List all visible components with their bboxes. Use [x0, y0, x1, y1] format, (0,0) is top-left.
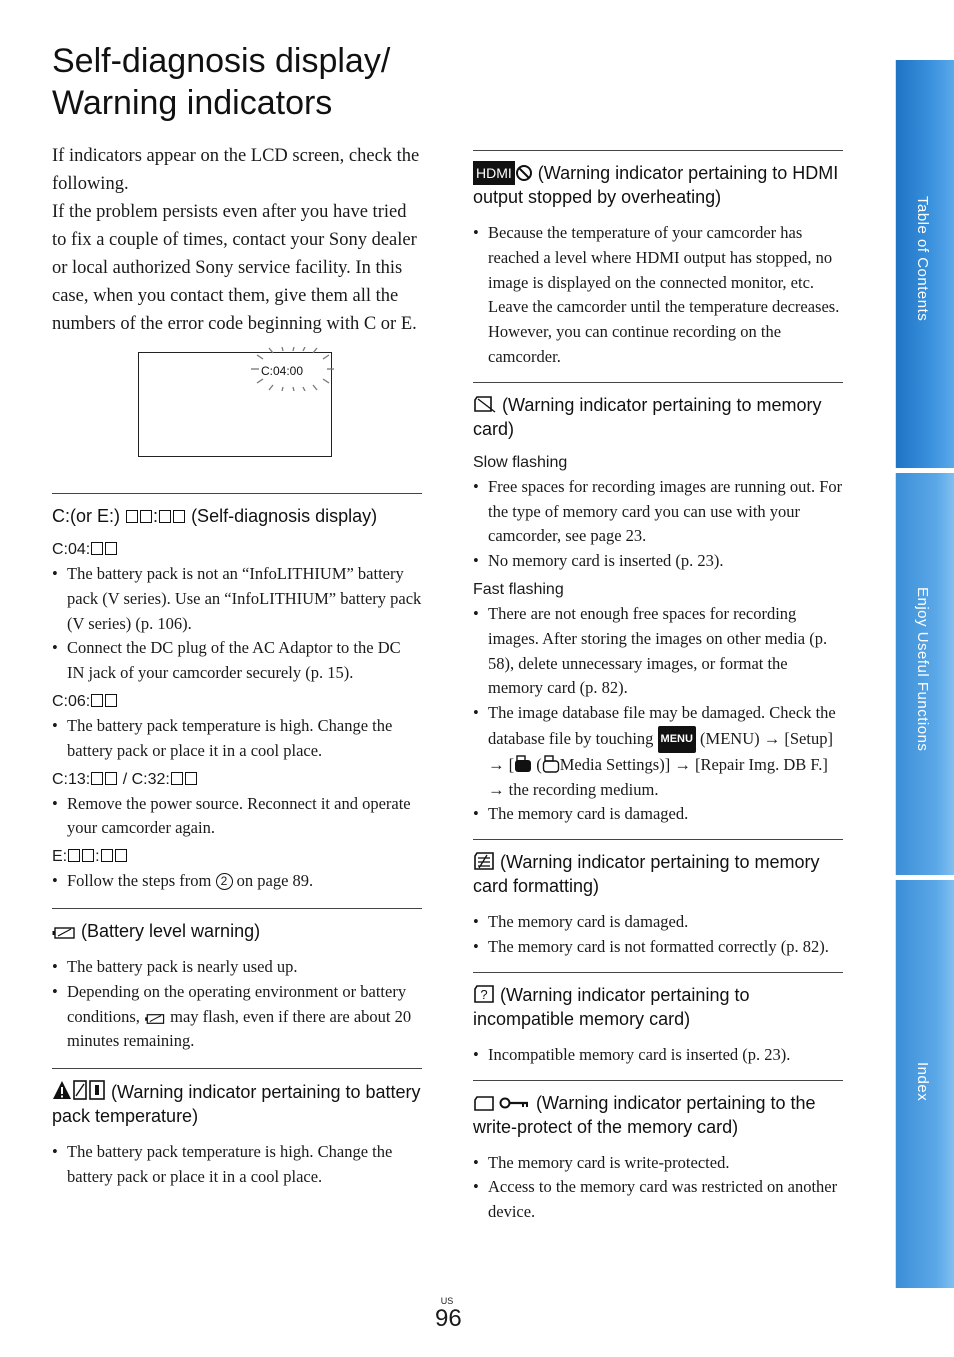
- digit-box-icon: [185, 772, 197, 785]
- digit-box-icon: [91, 542, 103, 555]
- digit-box-icon: [91, 772, 103, 785]
- digit-box-icon: [68, 849, 80, 862]
- list-item-text: Follow the steps from: [67, 871, 212, 891]
- page-footer: [435, 1296, 462, 1332]
- lcd-illustration: [138, 352, 332, 457]
- menu-button-icon: MENU: [658, 726, 696, 753]
- list-item: [473, 701, 843, 802]
- code-c06-list: [52, 714, 422, 764]
- digit-box-icon: [82, 849, 94, 862]
- write-protect-section: [473, 1080, 843, 1225]
- code-label-text: E:: [52, 848, 68, 866]
- list-item-text: Depending on the operating environment or battery conditions,: [67, 981, 407, 1026]
- step-number-icon: 2: [216, 873, 233, 890]
- list-item: • Remove the power source. Reconnect it and operate your camcorder again.: [52, 792, 422, 842]
- write-protect-list: [473, 1151, 843, 1225]
- memory-card-warning-icon: [473, 394, 497, 414]
- prohibited-icon: [515, 164, 533, 182]
- list-item: • Free spaces for recording images are running out. For the type of memory card you can use with your camcorder, see page 23.: [473, 475, 843, 549]
- list-item: [52, 980, 422, 1054]
- write-protect-title-text: (Warning indicator pertaining to the write-protect of the memory card): [473, 1092, 816, 1137]
- tab-table-of-contents-label: Table of Contents: [914, 196, 931, 322]
- code-e-label: E: :: [52, 847, 422, 867]
- battery-temp-section: [52, 1068, 422, 1190]
- formatting-title-text: (Warning indicator pertaining to memory card formatting): [473, 852, 820, 897]
- list-item: • The battery pack is not an “InfoLITHIUM” battery pack (V series). Use an “InfoLITHIUM” battery pack (V series) (p. 106).: [52, 562, 422, 636]
- battery-temp-list: [52, 1140, 422, 1190]
- digit-box-icon: [105, 772, 117, 785]
- code-label-text: C:06:: [52, 692, 91, 710]
- list-item-text: (MENU): [700, 728, 760, 748]
- hdmi-list: [473, 221, 843, 370]
- code-c06-label: [52, 692, 422, 712]
- list-item: • The memory card is damaged.: [473, 802, 843, 827]
- digit-box-icon: [171, 772, 183, 785]
- list-item-text: [Setup]: [784, 728, 833, 748]
- incompatible-card-icon: [473, 984, 495, 1004]
- memory-card-section: [473, 382, 843, 827]
- list-item: • No memory card is inserted (p. 23).: [473, 549, 843, 574]
- region-code: US: [440, 1296, 454, 1306]
- list-item-text: Media Settings)]: [559, 754, 671, 774]
- battery-temp-title: [52, 1079, 422, 1128]
- battery-level-title: [52, 919, 422, 943]
- intro-paragraph-1: If indicators appear on the LCD screen, check the following.: [52, 146, 420, 194]
- svg-text:?: ?: [480, 986, 488, 1002]
- list-item: • The memory card is write-protected.: [473, 1151, 843, 1176]
- formatting-list: [473, 910, 843, 960]
- intro-paragraph-2: If the problem persists even after you have tried to fix a couple of times, contact your Sony dealer or local authorized Sony service facility. In this case, when you contact them, give them all the numbers of the error code beginning with C or E.: [52, 202, 417, 334]
- list-item: • The memory card is damaged.: [473, 910, 843, 935]
- code-c13-list: [52, 792, 422, 842]
- tab-enjoy-useful-functions-label: Enjoy Useful Functions: [914, 587, 931, 752]
- battery-empty-icon: [144, 1013, 166, 1025]
- write-protect-title: [473, 1091, 843, 1139]
- digit-box-icon: [105, 542, 117, 555]
- tab-index[interactable]: [895, 880, 954, 1288]
- list-item: • The battery pack temperature is high. Change the battery pack or place it in a cool place.: [52, 714, 422, 764]
- battery-temperature-warning-icon: [52, 1079, 106, 1101]
- arrow-icon: →: [488, 779, 505, 799]
- hdmi-title: [473, 161, 843, 209]
- fast-flashing-label: Fast flashing: [473, 580, 564, 598]
- fast-flashing-list: [473, 602, 843, 827]
- list-item-text: may flash, even if there are about 20 minutes remaining.: [67, 1006, 412, 1051]
- code-label-text: C:13:: [52, 770, 91, 788]
- list-item-text: (: [536, 754, 542, 774]
- battery-temp-title-text: (Warning indicator pertaining to battery pack temperature): [52, 1082, 421, 1127]
- code-label-text: C:04:: [52, 541, 91, 558]
- media-settings-icon: [542, 755, 560, 773]
- digit-box-icon: [101, 849, 113, 862]
- page-title: [52, 40, 452, 124]
- arrow-icon: →: [488, 754, 505, 774]
- digit-box-icon: [159, 510, 171, 523]
- battery-level-title-text: (Battery level warning): [81, 920, 261, 941]
- write-protect-key-icon: [473, 1094, 531, 1112]
- list-item-text: The image database file may be damaged. Check the database file by touching: [488, 703, 836, 748]
- page-number: 96: [435, 1305, 462, 1332]
- tab-table-of-contents[interactable]: [895, 60, 954, 468]
- tab-index-label: Index: [914, 1062, 931, 1102]
- hdmi-title-text: (Warning indicator pertaining to HDMI output stopped by overheating): [473, 163, 839, 207]
- digit-box-icon: [115, 849, 127, 862]
- code-c04-label: [52, 540, 422, 560]
- intro-text: [52, 142, 422, 338]
- self-diagnosis-title-prefix: C:(or E:): [52, 506, 121, 526]
- battery-level-section: [52, 908, 422, 1054]
- list-item: • The battery pack temperature is high. Change the battery pack or place it in a cool place.: [52, 1140, 422, 1190]
- hdmi-icon: HDMI: [473, 161, 515, 185]
- code-label-text: C:32:: [131, 770, 170, 788]
- page-title-line1: Self-diagnosis display/: [52, 42, 391, 80]
- list-item-text: [Repair Img. DB F.]: [694, 754, 828, 774]
- left-column: [52, 142, 422, 1190]
- list-item-text: on page 89.: [236, 871, 314, 891]
- memory-card-title: [473, 393, 843, 441]
- list-item: • Connect the DC plug of the AC Adaptor to the DC IN jack of your camcorder securely (p. 15).: [52, 636, 422, 686]
- battery-level-list: [52, 955, 422, 1054]
- incompatible-title: [473, 983, 843, 1031]
- slow-flashing-list: [473, 475, 843, 574]
- media-settings-icon: [514, 755, 532, 773]
- self-diagnosis-title: C:(or E:) : (Self-diagnosis display): [52, 506, 378, 526]
- digit-box-icon: [173, 510, 185, 523]
- list-item-text: [: [508, 754, 515, 774]
- lcd-error-code: C:04:00: [261, 364, 304, 378]
- code-e-list: [52, 869, 422, 894]
- slow-flashing-label: Slow flashing: [473, 453, 568, 471]
- list-item: • Incompatible memory card is inserted (p. 23).: [473, 1043, 843, 1068]
- digit-box-icon: [105, 694, 117, 707]
- incompatible-list: [473, 1043, 843, 1068]
- code-separator: /: [118, 770, 132, 788]
- list-item-text: the recording medium.: [508, 779, 659, 799]
- list-item: • There are not enough free spaces for recording images. After storing the images on other media (p. 58), delete unnecessary images, or format the memory card (p. 82).: [473, 602, 843, 701]
- incompatible-section: [473, 972, 843, 1068]
- page-title-line2: Warning indicators: [52, 84, 333, 122]
- digit-box-icon: [126, 510, 138, 523]
- arrow-icon: →: [674, 754, 691, 774]
- code-c13-label: [52, 770, 422, 790]
- code-c04-list: [52, 562, 422, 686]
- incompatible-title-text: (Warning indicator pertaining to incompatible memory card): [473, 984, 750, 1029]
- list-item: • The battery pack is nearly used up.: [52, 955, 422, 980]
- right-column: [473, 150, 843, 1225]
- tab-enjoy-useful-functions[interactable]: [895, 473, 954, 875]
- digit-box-icon: [91, 694, 103, 707]
- hdmi-section: [473, 150, 843, 370]
- battery-empty-icon: [52, 926, 76, 940]
- memory-card-title-text: (Warning indicator pertaining to memory card): [473, 394, 822, 439]
- memory-card-format-icon: [473, 851, 495, 871]
- list-item: • The memory card is not formatted correctly (p. 82).: [473, 935, 843, 960]
- list-item: • Because the temperature of your camcorder has reached a level where HDMI output has stopped, no image is displayed on the connected monitor, etc. Leave the camcorder until the temperature decreases. However, you can continue recording on the camcorder.: [473, 221, 843, 370]
- list-item: • Access to the memory card was restricted on another device.: [473, 1175, 843, 1225]
- self-diagnosis-title-suffix: (Self-diagnosis display): [191, 506, 378, 526]
- formatting-title: [473, 850, 843, 898]
- digit-box-icon: [140, 510, 152, 523]
- formatting-section: [473, 839, 843, 960]
- list-item: [52, 869, 422, 894]
- self-diagnosis-section: [52, 493, 422, 894]
- arrow-icon: →: [763, 728, 781, 748]
